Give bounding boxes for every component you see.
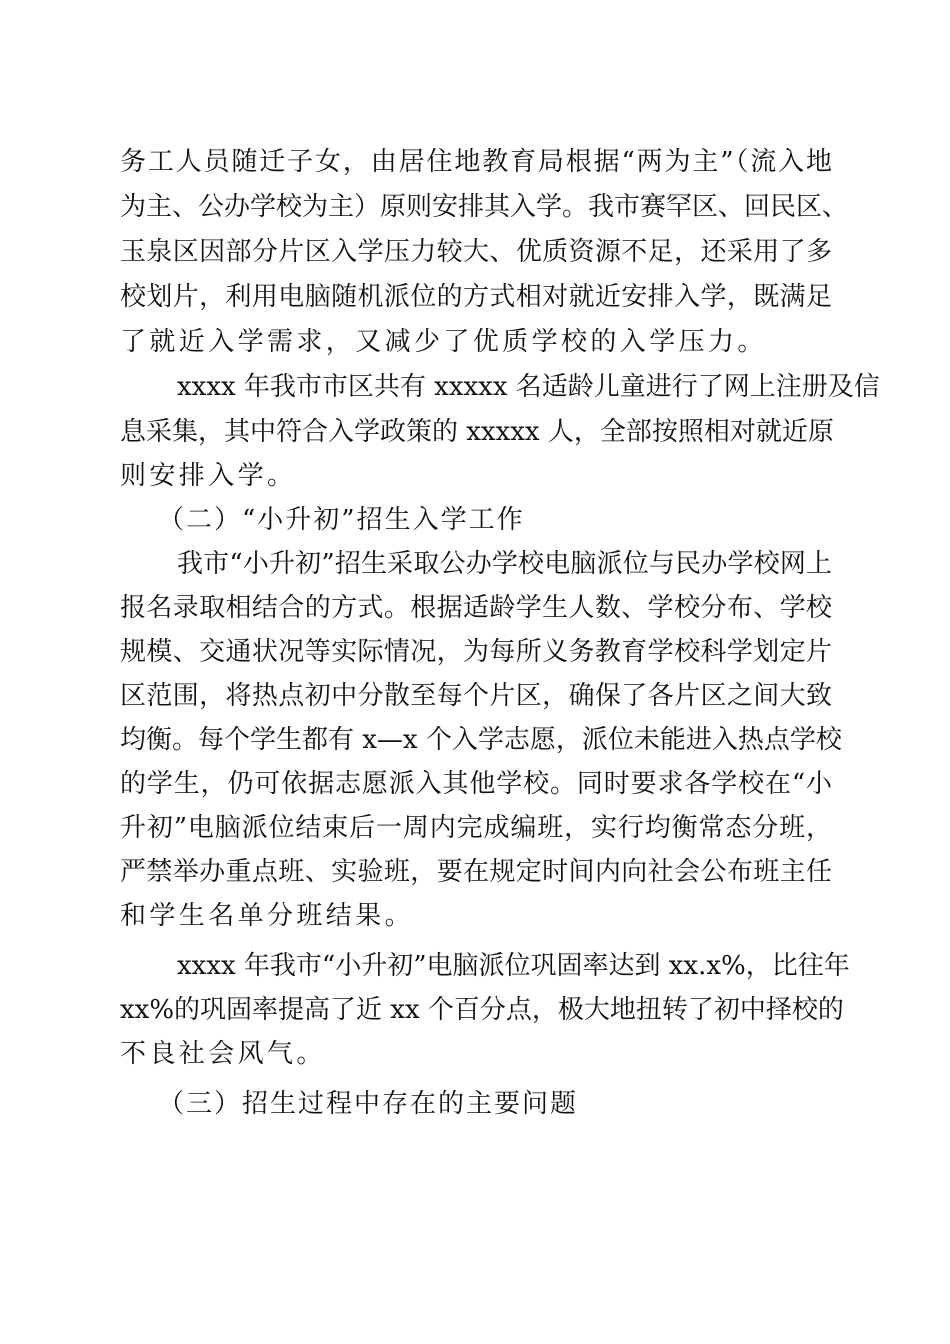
text-line: xx%的巩固率提高了近 xx 个百分点，极大地扭转了初中择校的 [120,995,844,1025]
text-line: 区范围，将热点初中分散至每个片区，确保了各片区之间大致 [120,681,832,711]
text-line: 息采集，其中符合入学政策的 xxxxx 人，全部按照相对就近原 [120,417,834,447]
text-line: 规模、交通状况等实际情况，为每所义务教育学校科学划定片 [120,637,832,667]
text-line: xxxx 年我市市区共有 xxxxx 名适龄儿童进行了网上注册及信 [177,372,880,402]
text-line: 不良社会风气。 [120,1039,326,1069]
text-line: 务工人员随迁子女，由居住地教育局根据“两为主”（流入地 [120,147,832,177]
text-line: 则安排入学。 [120,461,297,491]
text-line: xxxx 年我市“小升初”电脑派位巩固率达到 xx.x%，比往年 [177,951,850,981]
section-heading: （三）招生过程中存在的主要问题 [158,1089,579,1119]
text-line: 升初”电脑派位结束后一周内完成编班，实行均衡常态分班， [120,813,832,843]
text-line: 校划片，利用电脑随机派位的方式相对就近安排入学，既满足 [120,282,832,312]
text-line: 严禁举办重点班、实验班，要在规定时间内向社会公布班主任 [120,857,832,887]
text-line: 了就近入学需求，又减少了优质学校的入学压力。 [120,327,767,357]
text-line: 报名录取相结合的方式。根据适龄学生人数、学校分布、学校 [120,593,832,623]
text-line: 玉泉区因部分片区入学压力较大、优质资源不足，还采用了多 [120,237,832,267]
text-line: 均衡。每个学生都有 x—x 个入学志愿，派位未能进入热点学校 [120,725,842,755]
text-line: 的学生，仍可依据志愿派入其他学校。同时要求各学校在“小 [120,769,832,799]
text-line: 和学生名单分班结果。 [120,901,415,931]
text-line: 为主、公办学校为主）原则安排其入学。我市赛罕区、回民区、 [120,192,849,222]
section-heading: （二）“小升初”招生入学工作 [158,505,525,535]
text-line: 我市“小升初”招生采取公办学校电脑派位与民办学校网上 [177,549,832,579]
